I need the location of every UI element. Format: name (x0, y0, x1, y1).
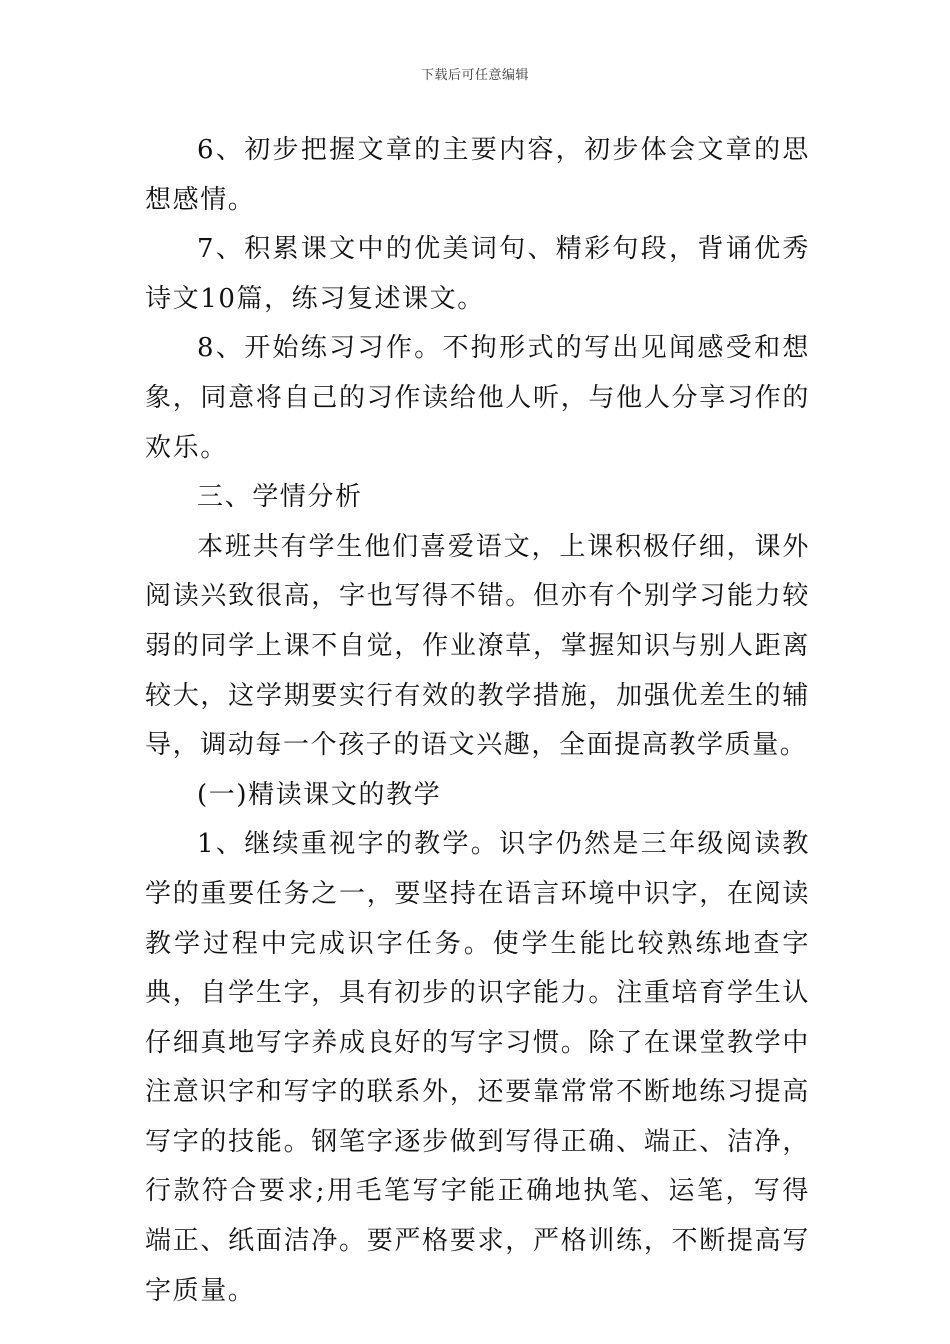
paragraph-objective-6: 6、初步把握文章的主要内容，初步体会文章的思想感情。 (145, 135, 810, 215)
paragraph-literacy-teaching: 1、继续重视字的教学。识字仍然是三年级阅读教学的重要任务之一，要坚持在语言环境中识字，在阅读教学过程中完成识字任务。使学生能比较熟练地查字典，自学生字，具有初步的识字能力。注重培育学生认仔细真地写字养成良好的写字习惯。除了在课堂教学中注意识字和写字的联系外，还要靠常常不断地练习提高写字的技能。钢笔字逐步做到写得正确、端正、洁净，行款符合要求;用毛笔写字能正确地执笔、运笔，写得端正、纸面洁净。要严格要求，严格训练，不断提高写字质量。 (145, 829, 810, 1306)
paragraph-class-analysis: 本班共有学生他们喜爱语文，上课积极仔细，课外阅读兴致很高，字也写得不错。但亦有个别学习能力较弱的同学上课不自觉，作业潦草，掌握知识与别人距离较大，这学期要实行有效的教学措施，加强优差生的辅导，调动每一个孩子的语文兴趣，全面提高教学质量。 (145, 531, 810, 761)
section-heading-analysis: 三、学情分析 (197, 482, 363, 513)
subsection-heading-intensive-reading: (一)精读课文的教学 (197, 779, 442, 810)
paragraph-objective-7: 7、积累课文中的优美词句、精彩句段，背诵优秀诗文10篇，练习复述课文。 (145, 234, 810, 314)
page-header: 下载后可任意编辑 (420, 68, 529, 83)
document-body (145, 126, 810, 1316)
paragraph-objective-8: 8、开始练习习作。不拘形式的写出见闻感受和想象，同意将自己的习作读给他人听，与他人分享习作的欢乐。 (145, 333, 810, 463)
